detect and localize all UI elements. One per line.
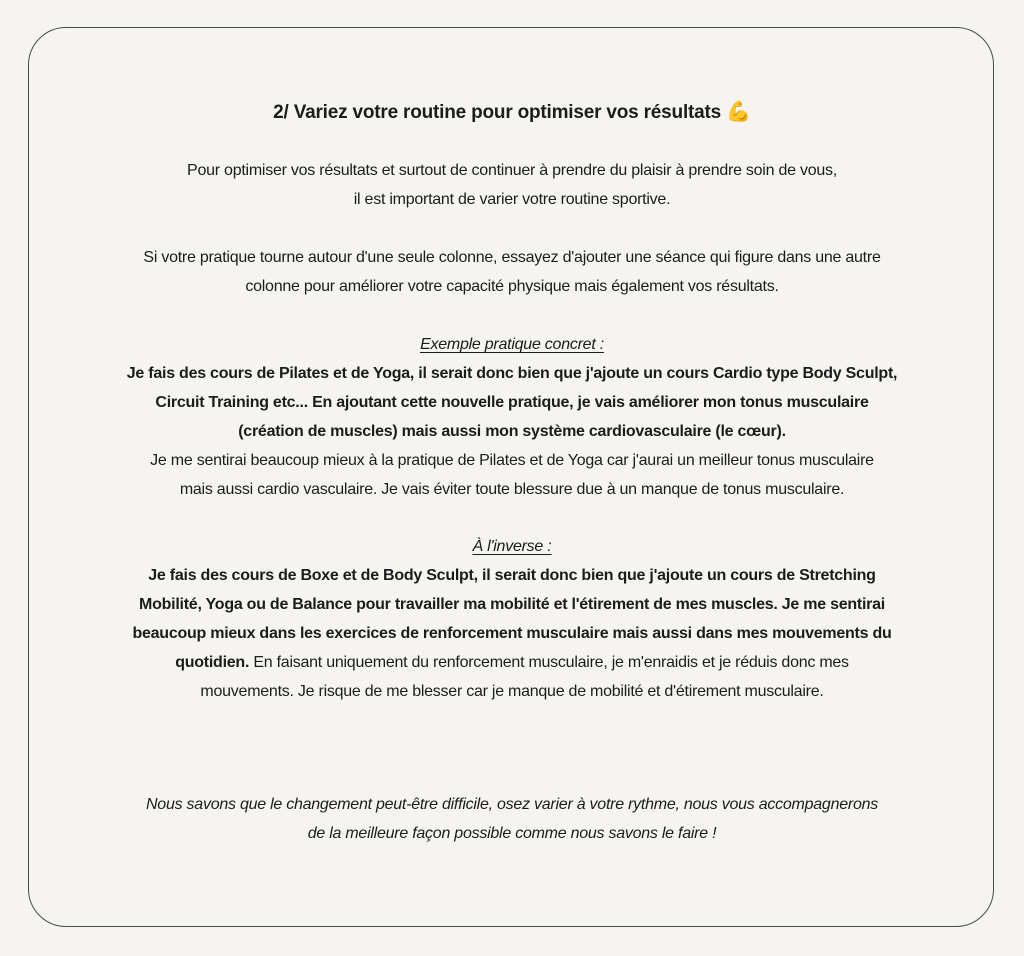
intro-paragraph <box>60 156 964 214</box>
example-line: mais aussi cardio vasculaire. Je vais éviter toute blessure due à un manque de tonus musculaire. <box>179 481 845 498</box>
inverse-mixed-line <box>60 648 964 677</box>
section-title-text: 2/ Variez votre routine pour optimiser vos résultats <box>273 102 722 123</box>
example-bold-line: Circuit Training etc... En ajoutant cette nouvelle pratique, je vais améliorer mon tonus musculaire <box>155 394 869 411</box>
inverse-heading: À l'inverse : <box>472 538 552 555</box>
section-title <box>0 97 1024 128</box>
example-heading: Exemple pratique concret : <box>420 336 604 353</box>
inverse-bold-line: Mobilité, Yoga ou de Balance pour travailler ma mobilité et l'étirement de mes muscles. Je me sentirai <box>139 596 885 613</box>
example-section <box>60 330 964 504</box>
example-line: Je me sentirai beaucoup mieux à la pratique de Pilates et de Yoga car j'aurai un meilleur tonus musculaire <box>150 452 874 469</box>
example-bold-line: Je fais des cours de Pilates et de Yoga, il serait donc bien que j'ajoute un cours Cardio type Body Sculpt, <box>126 365 898 382</box>
advice-line: Si votre pratique tourne autour d'une seule colonne, essayez d'ajouter une séance qui figure dans une autre <box>143 249 881 266</box>
inverse-bold-line: Je fais des cours de Boxe et de Body Sculpt, il serait donc bien que j'ajoute un cours de Stretching <box>148 567 876 584</box>
inverse-normal-fragment: En faisant uniquement du renforcement musculaire, je m'enraidis et je réduis donc mes <box>249 654 849 671</box>
closing-line: Nous savons que le changement peut-être difficile, osez varier à votre rythme, nous vous accompagnerons <box>146 796 878 813</box>
intro-line: Pour optimiser vos résultats et surtout de continuer à prendre du plaisir à prendre soin de vous, <box>187 162 837 179</box>
inverse-bold-fragment: quotidien. <box>175 654 250 671</box>
flexed-biceps-icon: 💪 <box>726 101 751 123</box>
example-bold-line: (création de muscles) mais aussi mon système cardiovasculaire (le cœur). <box>238 423 786 440</box>
closing-paragraph <box>60 790 964 848</box>
intro-line: il est important de varier votre routine sportive. <box>353 191 671 208</box>
inverse-section <box>60 532 964 706</box>
advice-line: colonne pour améliorer votre capacité physique mais également vos résultats. <box>245 278 779 295</box>
inverse-line: mouvements. Je risque de me blesser car je manque de mobilité et d'étirement musculaire. <box>200 683 824 700</box>
closing-line: de la meilleure façon possible comme nous savons le faire ! <box>307 825 717 842</box>
inverse-bold-line: beaucoup mieux dans les exercices de renforcement musculaire mais aussi dans mes mouvements du <box>132 625 892 642</box>
column-advice-paragraph <box>60 243 964 301</box>
